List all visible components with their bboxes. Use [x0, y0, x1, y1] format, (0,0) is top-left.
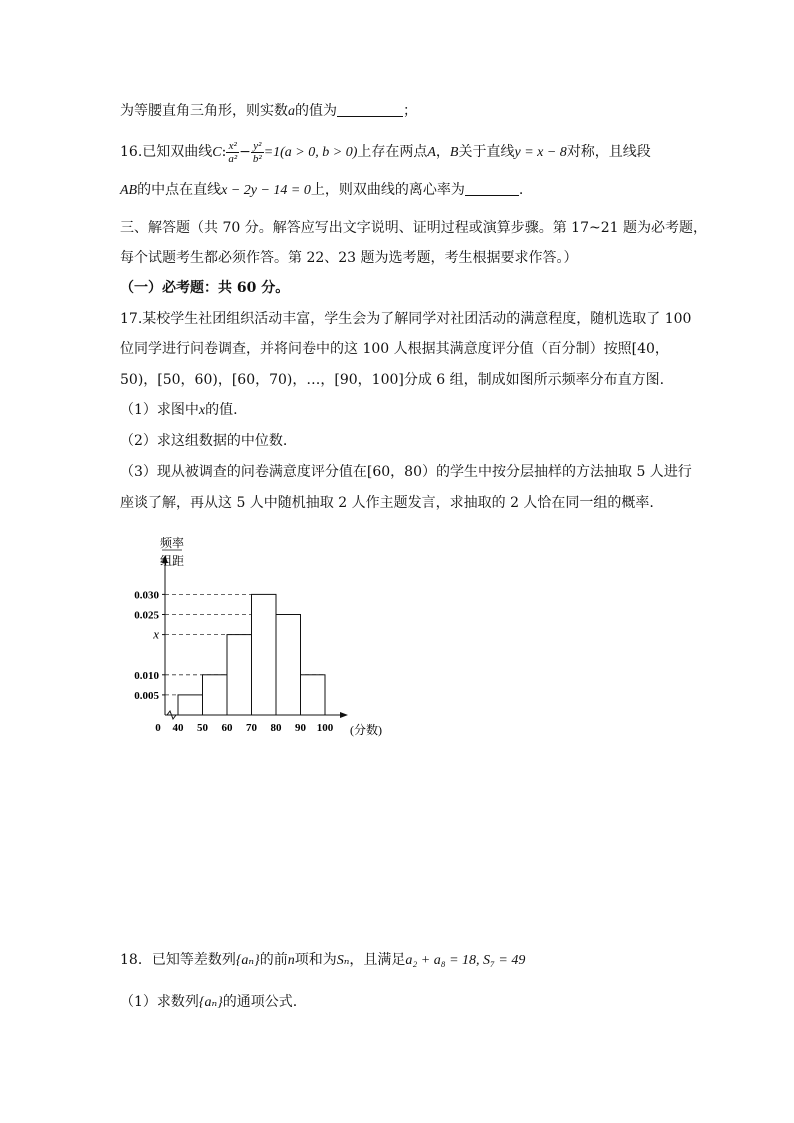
q16-condition: =1(a > 0, b > 0): [263, 145, 358, 160]
x-tick-label: 40: [172, 722, 184, 734]
q17-line-3: 50)，[50，60)，[60，70)，…，[90，100]分成 6 组，制成如图所示频率分布直方图.: [120, 372, 665, 388]
q16-frac-x: $\frac{\text{x²}}{\text{a²}}$: [228, 139, 238, 165]
q15-answer-blank: [337, 102, 403, 117]
x-tick-label: 100: [316, 722, 334, 734]
x-tick-label: 80: [270, 722, 282, 734]
q16-frac-y: $\frac{\text{y²}}{\text{b²}}$: [252, 139, 262, 165]
histogram-bar: [203, 675, 228, 715]
q15-text: 为等腰直角三角形，则实数: [120, 103, 288, 119]
section3-header-1: 三、解答题（共 70 分。解答应写出文字说明、证明过程或演算步骤。第 17~21 题为必考题，: [120, 220, 707, 236]
q18-condition: a₂ + a₈ = 18, S₇ = 49: [405, 953, 526, 968]
q16-answer-blank: [465, 181, 519, 196]
q17-part-2: （2）求这组数据的中位数.: [120, 433, 288, 449]
q16-line-2: AB的中点在直线x − 2y − 14 = 0上，则双曲线的离心率为 .: [120, 182, 524, 198]
histogram-bar: [276, 615, 301, 716]
y-tick-label: 0.025: [134, 609, 159, 622]
y-tick-label: 0.005: [134, 689, 159, 702]
histogram-bar: [301, 675, 326, 715]
x-axis-arrow: [340, 712, 348, 718]
q17-part-3-line-1: （3）现从被调查的问卷满意度评分值在[60，80）的学生中按分层抽样的方法抽取 5 人进行: [120, 464, 692, 480]
section3-header-2: 每个试题考生都必须作答。第 22、23 题为选考题，考生根据要求作答。）: [120, 250, 578, 266]
y-tick-label: 0.030: [134, 589, 159, 602]
q16-segment-ab: AB: [120, 183, 138, 198]
x-axis-label: (分数): [350, 723, 382, 737]
y-axis-label-denominator: 组距: [159, 554, 185, 568]
q15-end: ；: [403, 103, 417, 119]
q18-part-1: （1）求数列{aₙ}的通项公式.: [120, 994, 298, 1010]
x-tick-label: 70: [246, 722, 257, 734]
q15-after: 的值为: [295, 103, 337, 119]
q16-line2-equation: x − 2y − 14 = 0: [221, 183, 311, 198]
y-tick-label: x: [153, 626, 159, 642]
q16-line-1: 16.已知双曲线C: $\frac{\text{x²}}{\text{a²}}$ − $\frac{\text{y²}}{\text{b²}}$ =1(a > 0, b > 0)上存在两点A，B关于直线y = x − 8对称，且线段: [120, 139, 651, 165]
y-tick-label: 0.010: [134, 669, 159, 682]
frequency-histogram: [110, 535, 410, 745]
q16-line-equation: y = x − 8: [514, 145, 567, 160]
x-tick-label: 90: [295, 722, 306, 734]
histogram-bar: [252, 594, 277, 715]
q15-tail-line: [120, 101, 417, 122]
section3-subheader: （一）必考题：共 60 分。: [120, 280, 290, 296]
q16-curve-label: C: [212, 145, 222, 160]
q17-line-2: 位同学进行问卷调查，并将问卷中的这 100 人根据其满意度评分值（百分制）按照[40，: [120, 341, 669, 357]
histogram-bar: [227, 635, 252, 715]
histogram-bar: [178, 695, 203, 715]
x-tick-label: 60: [221, 722, 233, 734]
y-axis-label-numerator: 频率: [159, 536, 185, 550]
q16-number: 16.已知双曲线: [120, 144, 213, 160]
q17-line-1: 17.某校学生社团组织活动丰富，学生会为了解同学对社团活动的满意程度，随机选取了 100: [120, 311, 692, 327]
x-tick-label: 50: [197, 722, 208, 734]
q15-var: a: [288, 104, 295, 119]
q17-part-3-line-2: 座谈了解，再从这 5 人中随机抽取 2 人作主题发言，求抽取的 2 人恰在同一组的概率.: [120, 495, 654, 511]
q18-sequence: {aₙ}: [235, 953, 260, 968]
q18-line-1: 18．已知等差数列{aₙ}的前n项和为Sₙ，且满足a₂ + a₈ = 18, S₇ = 49: [120, 952, 526, 968]
q17-part-1: （1）求图中x的值.: [120, 402, 238, 418]
origin-label: 0: [155, 722, 161, 734]
